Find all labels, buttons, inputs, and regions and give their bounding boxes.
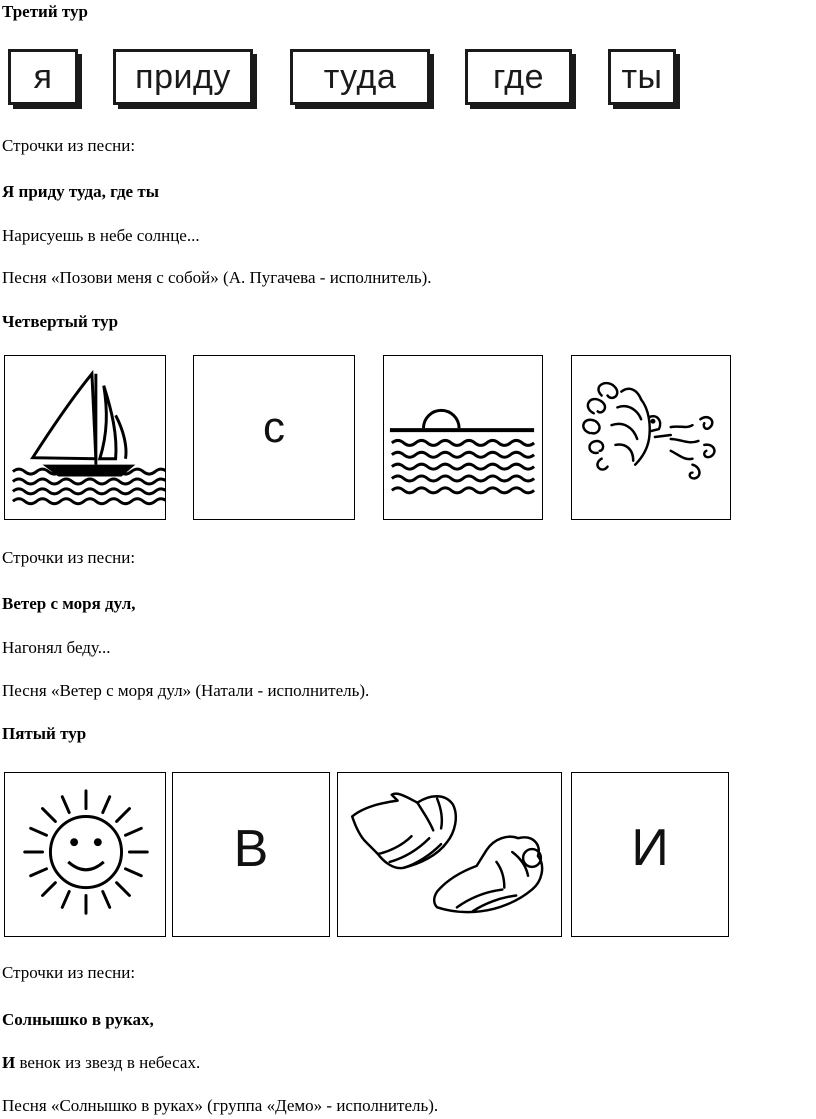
- round3-heading: Третий тур: [2, 2, 88, 21]
- hands-card: [337, 772, 562, 937]
- hands-icon: [338, 773, 561, 936]
- letter-i: И: [631, 818, 669, 877]
- round5-lyric-2-rest: венок из звезд в небесах.: [15, 1053, 201, 1072]
- word-card-1: я: [8, 49, 78, 105]
- round4-lyric-2: Нагонял беду...: [2, 638, 111, 657]
- round5-intro: Строчки из песни:: [2, 963, 136, 982]
- word-card-5: ты: [608, 49, 676, 105]
- sailboat-icon: [5, 356, 165, 519]
- round5-lyric-2: [2, 1053, 200, 1073]
- sea-sunset-icon: [384, 356, 542, 519]
- round4-intro: Строчки из песни:: [2, 548, 136, 567]
- round5-song: Песня «Солнышко в руках» (группа «Демо» - исполнитель).: [2, 1096, 439, 1115]
- sea-card: [383, 355, 543, 520]
- wind-icon: [572, 356, 730, 519]
- round3-lyric-1: Я приду туда, где ты: [2, 182, 159, 201]
- round3-lyric-2: Нарисуешь в небе солнце...: [2, 226, 200, 245]
- sun-card: [4, 772, 166, 937]
- round4-lyric-1: Ветер с моря дул,: [2, 594, 136, 613]
- letter-s: с: [263, 402, 285, 452]
- wind-card: [571, 355, 731, 520]
- sun-icon: [5, 773, 165, 936]
- letter-card-i: [571, 772, 729, 937]
- round4-heading: Четвертый тур: [2, 312, 119, 331]
- letter-card-s: [193, 355, 355, 520]
- word-card-2: приду: [113, 49, 253, 105]
- word-card-3: туда: [290, 49, 430, 105]
- round5-heading: Пятый тур: [2, 724, 87, 743]
- word-card-4: где: [465, 49, 572, 105]
- letter-v: В: [233, 819, 269, 878]
- round5-lyric-2-bold: И: [2, 1053, 16, 1072]
- letter-card-v: [172, 772, 330, 937]
- round5-lyric-1: Солнышко в руках,: [2, 1010, 154, 1029]
- round3-song: Песня «Позови меня с собой» (А. Пугачева - исполнитель).: [2, 268, 432, 287]
- sailboat-card: [4, 355, 166, 520]
- round4-song: Песня «Ветер с моря дул» (Натали - исполнитель).: [2, 681, 370, 700]
- round3-intro: Строчки из песни:: [2, 136, 136, 155]
